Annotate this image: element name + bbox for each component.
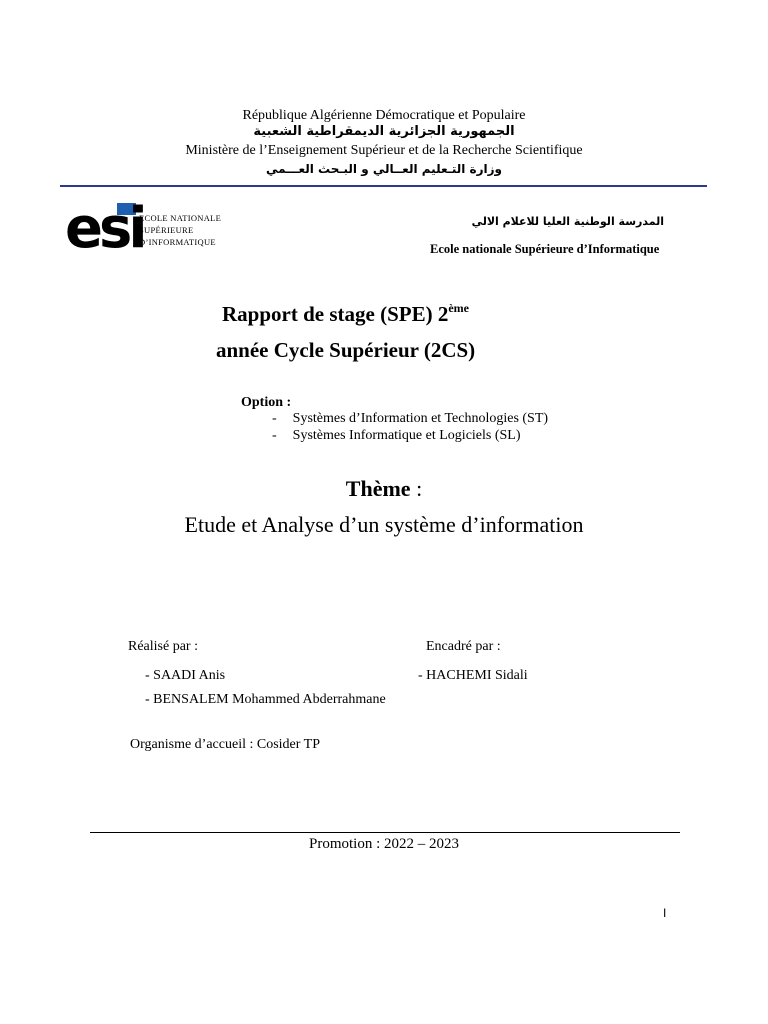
logo-line-1: ECOLE NATIONALE [139,213,222,223]
option-item-sl [272,428,521,444]
option-label: Option : [241,395,292,410]
theme-heading [0,476,768,502]
supervisor: - HACHEMI Sidali [418,668,528,683]
logo-line-2: SUPÉRIEURE [139,225,194,235]
option-bullet: - [272,411,277,426]
organisme: Organisme d’accueil : Cosider TP [130,737,320,752]
report-title-line1 [222,301,469,327]
school-name-fr: Ecole nationale Supérieure d’Informatique [430,242,660,256]
header-rule [60,185,707,187]
ministry-fr: Ministère de l’Enseignement Supérieur et de la Recherche Scientifique [185,143,583,158]
theme-value: Etude et Analyse d’un système d’information [184,512,584,537]
school-name-ar: المدرسة الوطنية العليا للاعلام الالي [471,215,664,228]
student-1: - SAADI Anis [145,668,226,683]
republic-ar: الجمهورية الجزائرية الديمقراطية الشعبية [253,124,515,139]
republic-fr: République Algérienne Démocratique et Populaire [242,108,526,123]
ministry-ar: وزارة التـعليم العــالي و البـحث العـــمي [265,162,503,176]
report-title-text: Rapport de stage (SPE) 2 [222,302,449,326]
report-title-sup: ème [448,301,469,315]
theme-label: Thème [345,476,411,501]
option-text: Systèmes Informatique et Logiciels (SL) [292,428,521,443]
logo-caption [139,212,221,248]
option-item-st [272,411,548,427]
logo-letters: esi [65,200,144,252]
page-number: I [663,906,667,920]
footer-rule [90,832,680,833]
report-title-line2: année Cycle Supérieur (2CS) [216,338,476,362]
theme-colon: : [410,476,423,501]
option-text: Systèmes d’Information et Technologies (ST) [292,411,549,426]
promotion: Promotion : 2022 – 2023 [308,836,459,852]
realise-label: Réalisé par : [128,639,198,654]
logo-line-3: D’INFORMATIQUE [139,237,216,247]
student-2: - BENSALEM Mohammed Abderrahmane [145,692,386,707]
option-bullet: - [272,428,277,443]
encadre-label: Encadré par : [426,639,501,654]
